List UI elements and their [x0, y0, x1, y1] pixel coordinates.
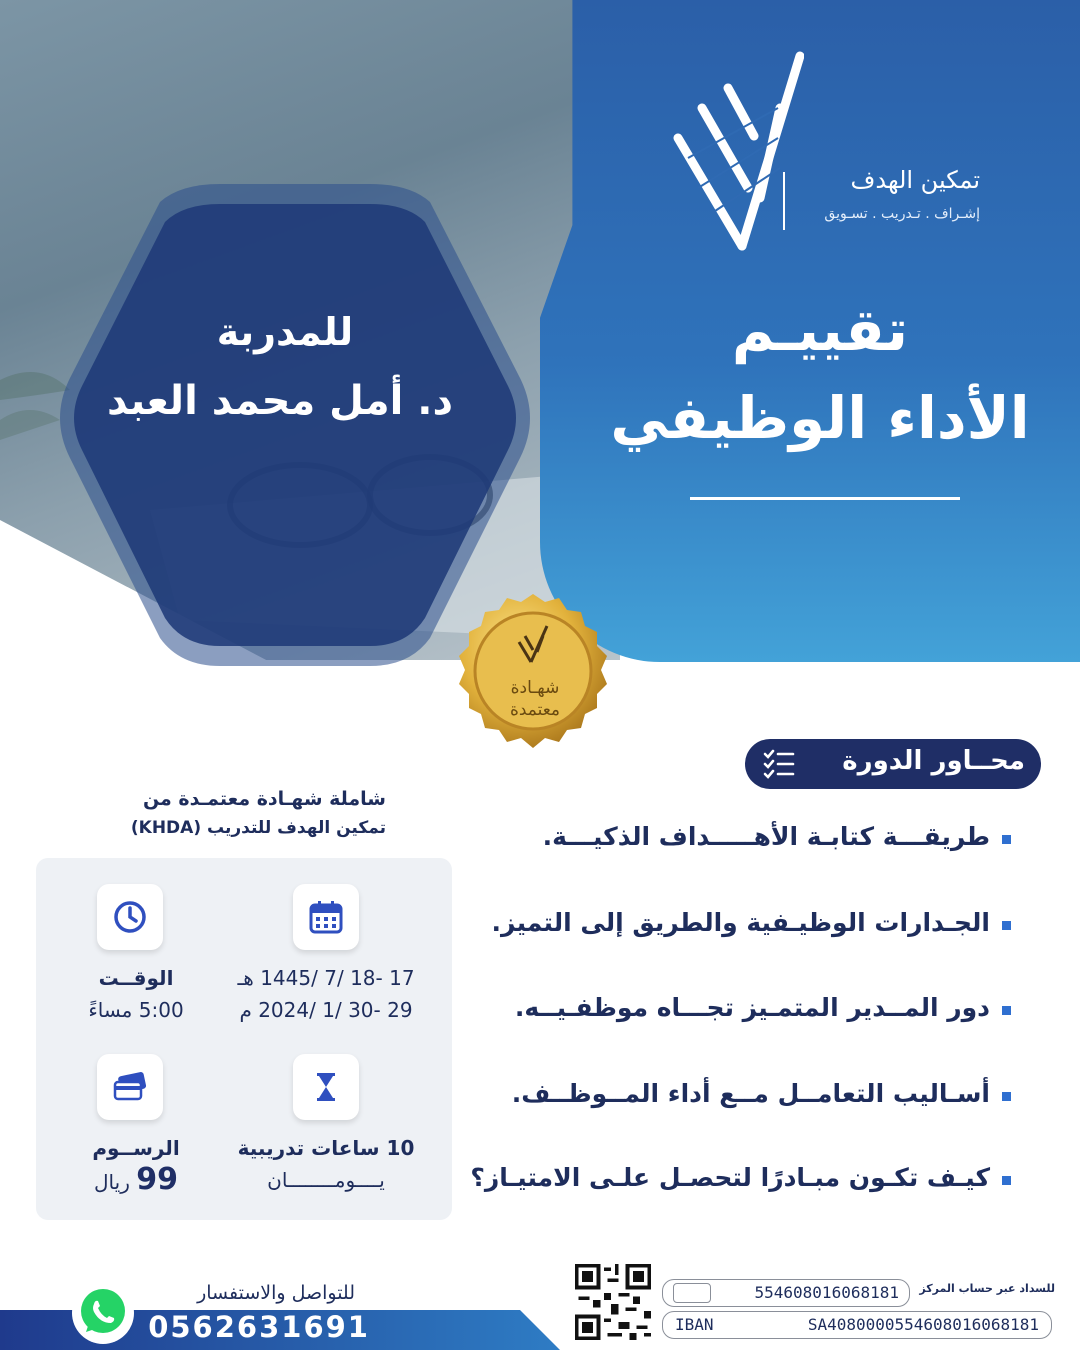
title-underline	[690, 497, 960, 500]
clock-icon-box	[97, 884, 163, 950]
course-axes-title: محــاور الدورة	[842, 746, 1025, 776]
fee-value	[56, 1162, 216, 1197]
credit-card-icon-box	[97, 1054, 163, 1120]
axis-item: كيـف تكـون مبـادرًا لتحصـل علـى الامتيـاز؟	[470, 1163, 990, 1192]
training-hours: 10 ساعات تدريبية	[237, 1136, 415, 1160]
fee-label: الرســوم	[92, 1136, 180, 1160]
axis-item: دور المــدير المتمـيز تجـــاه موظفـيــه.	[514, 993, 990, 1022]
account-number: 554608016068181	[754, 1283, 899, 1302]
axis-bullet	[1002, 1006, 1011, 1015]
medal-text-line1: شهـادة	[510, 678, 560, 698]
axis-bullet	[1002, 921, 1011, 930]
fee-amount: 99	[136, 1162, 178, 1197]
logo-divider	[783, 172, 785, 230]
phone-number[interactable]: 0562631691	[148, 1310, 370, 1344]
course-title-line2: الأداء الوظيفي	[610, 384, 1030, 452]
whatsapp-icon[interactable]	[70, 1280, 136, 1346]
fee-currency: ريال	[94, 1170, 130, 1194]
iban-box	[662, 1311, 1052, 1339]
hourglass-icon	[307, 1068, 345, 1106]
time-label: الوقــت	[98, 966, 174, 990]
date-hijri: 17 -18 /7 /1445 هـ	[237, 966, 415, 990]
axis-bullet	[1002, 1176, 1011, 1185]
course-info-card	[36, 858, 452, 1220]
calendar-icon	[307, 898, 345, 936]
iban-label: IBAN	[675, 1315, 714, 1334]
hourglass-icon-box	[293, 1054, 359, 1120]
axis-bullet	[1002, 835, 1011, 844]
certificate-medal-icon	[455, 592, 611, 754]
certificate-note-line2: تمكين الهدف للتدريب (KHDA)	[130, 818, 386, 838]
trainer-label: للمدربة	[216, 310, 354, 354]
training-days: يــــومــــــــان	[267, 1168, 385, 1192]
course-title-line1: تقييـم	[731, 296, 909, 364]
payment-label: للسداد عبر حساب المركز	[919, 1282, 1055, 1295]
time-value: 5:00 مساءً	[88, 998, 184, 1022]
clock-icon	[111, 898, 149, 936]
brand-tagline: إشـراف . تـدريب . تسـويق	[824, 206, 980, 222]
axis-bullet	[1002, 1092, 1011, 1101]
axis-item: الجـدارات الوظيـفية والطريق إلى التميز.	[491, 908, 990, 937]
date-gregorian: 29 -30 /1 /2024 م	[239, 998, 413, 1022]
qr-code	[575, 1264, 651, 1340]
axis-item: طريقـــة كتابـة الأهـــــداف الذكيـــة.	[542, 822, 990, 851]
medal-text-line2: معتمدة	[509, 700, 561, 720]
trainer-name: د. أمل محمد العبد	[107, 378, 453, 424]
account-number-box	[662, 1279, 910, 1307]
calendar-icon-box	[293, 884, 359, 950]
axis-item: أسـاليب التعامــل مــع أداء المــوظــف.	[511, 1079, 990, 1108]
brand-name: تمكين الهدف	[850, 166, 980, 194]
bank-logo-icon	[673, 1283, 711, 1303]
certificate-note-line1: شاملة شهـادة معتمـدة من	[142, 788, 386, 810]
credit-card-icon	[111, 1068, 149, 1106]
checklist-icon	[762, 748, 796, 780]
contact-label: للتواصل والاستفسار	[197, 1282, 355, 1304]
iban-number: SA4080000554608016068181	[807, 1315, 1039, 1334]
